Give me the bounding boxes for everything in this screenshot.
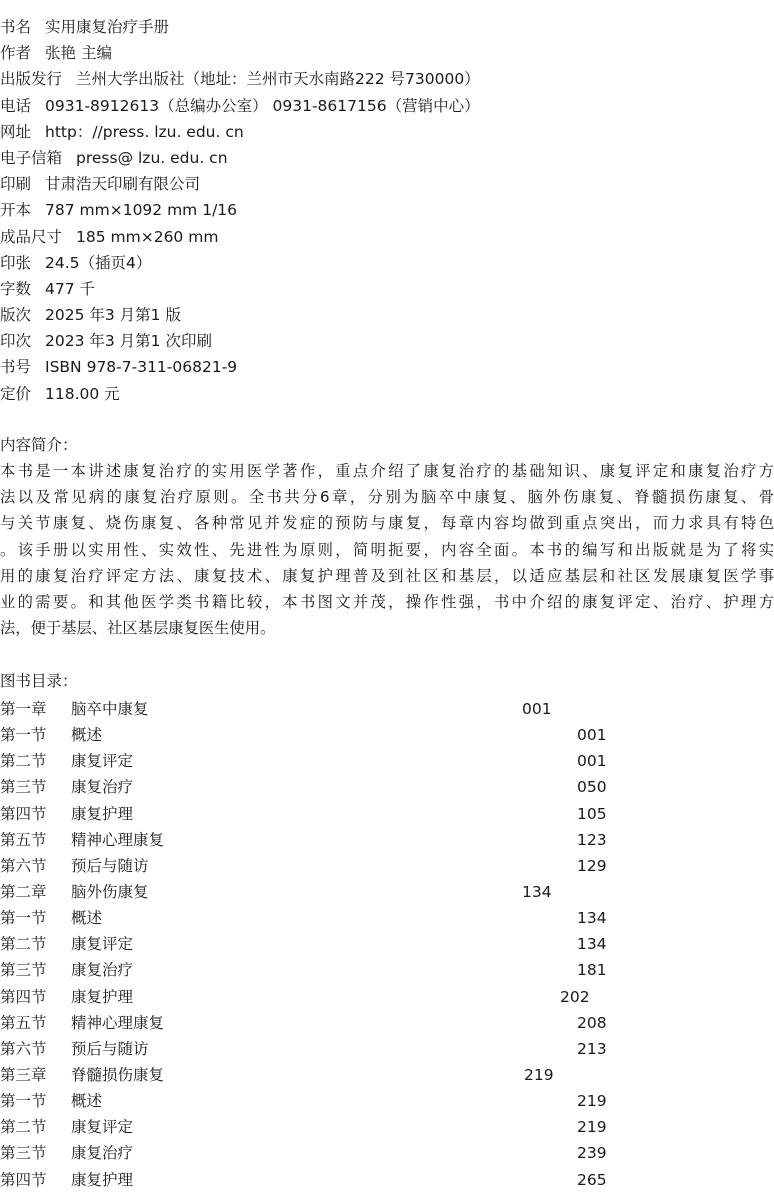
meta-label: 版次 — [0, 306, 32, 325]
toc-leader-dots — [135, 957, 575, 983]
meta-value: 兰州大学出版社（地址：兰州市天水南路222 号730000） — [76, 70, 480, 89]
toc-leader-dots — [104, 722, 575, 748]
toc-entry-page: 050 — [577, 778, 607, 797]
intro-line: 法以及常见病的康复治疗原则。全书共分6章，分别为脑卒中康复、脑外伤康复、脊髓损伤康复、骨 — [0, 488, 774, 507]
toc-entry-title: 康复护理 — [71, 804, 134, 823]
toc-entry-number: 第五节 — [0, 830, 47, 849]
meta-value: 2023 年3 月第1 次印刷 — [45, 332, 212, 351]
meta-value: press@ lzu. edu. cn — [76, 148, 228, 167]
toc-entry-title: 康复护理 — [71, 987, 134, 1006]
meta-label: 开本 — [0, 201, 32, 220]
meta-row — [0, 14, 480, 40]
toc-entry-number: 第四节 — [0, 1170, 47, 1189]
meta-row — [0, 276, 480, 302]
meta-label: 字数 — [0, 279, 32, 298]
meta-row — [0, 93, 480, 119]
toc-leader-dots — [135, 984, 558, 1010]
meta-value: 477 千 — [45, 279, 96, 298]
toc-entry-number: 第二节 — [0, 752, 47, 771]
meta-label: 电话 — [0, 96, 32, 115]
toc-entry-page: 219 — [577, 1118, 607, 1137]
toc-entry-page: 134 — [522, 882, 552, 901]
toc-entry-number: 第四节 — [0, 804, 47, 823]
meta-value: 2025 年3 月第1 版 — [45, 306, 181, 325]
toc-entry-title: 概述 — [71, 726, 103, 745]
meta-value: 甘肃浩天印刷有限公司 — [45, 175, 201, 194]
meta-value: 185 mm×260 mm — [76, 227, 219, 246]
toc-leader-dots — [151, 1036, 575, 1062]
toc-entry-title: 康复护理 — [71, 1170, 134, 1189]
toc-entry-number: 第一章 — [0, 700, 47, 718]
meta-label: 出版发行 — [0, 70, 63, 89]
toc-entry-page: 213 — [577, 1039, 607, 1058]
toc-entry-title: 概述 — [71, 1092, 103, 1111]
toc-entry-title: 康复评定 — [71, 752, 134, 771]
toc-entry-page: 219 — [524, 1065, 554, 1084]
toc-entry-page: 001 — [577, 752, 607, 771]
toc-entry-title: 康复评定 — [71, 935, 134, 954]
toc-entry-page: 202 — [560, 987, 590, 1006]
toc-entry-page: 105 — [577, 804, 607, 823]
meta-row — [0, 250, 480, 276]
toc-leader-dots — [135, 1140, 575, 1166]
meta-value: ISBN 978-7-311-06821-9 — [45, 358, 238, 377]
toc-entry-title: 脑卒中康复 — [71, 700, 149, 718]
toc-entry-title: 预后与随访 — [71, 1039, 149, 1058]
toc-leader-dots — [104, 1088, 575, 1114]
toc-leader-dots — [151, 879, 520, 905]
intro-text — [0, 458, 774, 641]
meta-value: http：//press. lzu. edu. cn — [45, 122, 244, 141]
toc-entry-number: 第一节 — [0, 909, 47, 928]
meta-label: 印次 — [0, 332, 32, 351]
toc-entry-number: 第一节 — [0, 726, 47, 745]
meta-label: 书名 — [0, 18, 32, 36]
meta-row — [0, 66, 480, 92]
toc-entry-number: 第二章 — [0, 882, 47, 901]
meta-label: 成品尺寸 — [0, 227, 63, 246]
toc-entry-number: 第二节 — [0, 1118, 47, 1137]
toc-leader-dots — [135, 1167, 575, 1193]
intro-heading: 内容简介： — [0, 436, 78, 454]
toc-entry-page: 001 — [522, 700, 552, 718]
intro-line: 业的需要。和其他医学类书籍比较，本书图文并茂，操作性强，书中介绍的康复评定、治疗、护理方 — [0, 592, 774, 611]
meta-value: 787 mm×1092 mm 1/16 — [45, 201, 238, 220]
meta-label: 电子信箱 — [0, 148, 63, 167]
toc-entry-title: 康复治疗 — [71, 778, 134, 797]
meta-label: 书号 — [0, 358, 32, 377]
meta-row — [0, 145, 480, 171]
intro-line: 本书是一本讲述康复治疗的实用医学著作，重点介绍了康复治疗的基础知识、康复评定和康复治疗方 — [0, 462, 774, 480]
toc-entry-page: 129 — [577, 856, 607, 875]
toc-entry-page: 219 — [577, 1092, 607, 1111]
toc-heading: 图书目录： — [0, 672, 78, 690]
toc-entry-page: 265 — [577, 1170, 607, 1189]
meta-row — [0, 328, 480, 354]
toc-entry-number: 第三节 — [0, 961, 47, 980]
meta-label: 网址 — [0, 122, 32, 141]
toc-entry-number: 第三节 — [0, 1144, 47, 1163]
toc-entry-number: 第二节 — [0, 935, 47, 954]
toc-entry-title: 预后与随访 — [71, 856, 149, 875]
toc-leader-dots — [135, 1114, 575, 1140]
toc-leader-dots — [166, 1010, 575, 1036]
toc-entry-title: 康复治疗 — [71, 961, 134, 980]
meta-value: 实用康复治疗手册 — [45, 18, 170, 36]
toc-leader-dots — [151, 696, 520, 722]
toc-entry-page: 001 — [577, 726, 607, 745]
toc-entry-page: 239 — [577, 1144, 607, 1163]
meta-row — [0, 119, 480, 145]
toc-entry-title: 概述 — [71, 909, 103, 928]
meta-row — [0, 171, 480, 197]
toc-entry-page: 123 — [577, 830, 607, 849]
intro-line: 法，便于基层、社区基层康复医生使用。 — [0, 619, 276, 638]
toc-entry-number: 第一节 — [0, 1092, 47, 1111]
toc-leader-dots — [135, 801, 575, 827]
book-metadata — [0, 14, 480, 407]
meta-value: 24.5（插页4） — [45, 253, 152, 272]
meta-label: 定价 — [0, 384, 32, 403]
toc-entry-title: 康复评定 — [71, 1118, 134, 1137]
intro-line: 。该手册以实用性、实效性、先进性为原则，简明扼要，内容全面。本书的编写和出版就是为了将实 — [0, 540, 774, 559]
toc-entry-title: 精神心理康复 — [71, 1013, 165, 1032]
toc-entry-number: 第六节 — [0, 856, 47, 875]
meta-value: 118.00 元 — [45, 384, 120, 403]
toc-entry-page: 181 — [577, 961, 607, 980]
intro-line: 与关节康复、烧伤康复、各种常见并发症的预防与康复，每章内容均做到重点突出，而力求具有特色 — [0, 514, 774, 533]
meta-row — [0, 302, 480, 328]
toc-entry-page: 134 — [577, 935, 607, 954]
intro-line: 用的康复治疗评定方法、康复技术、康复护理普及到社区和基层，以适应基层和社区发展康复医学事 — [0, 566, 774, 585]
toc-leader-dots — [166, 1062, 522, 1088]
meta-label: 作者 — [0, 44, 32, 63]
toc-leader-dots — [135, 931, 575, 957]
toc-leader-dots — [151, 853, 575, 879]
meta-row — [0, 197, 480, 223]
toc-entry-title: 脊髓损伤康复 — [71, 1065, 165, 1084]
meta-row — [0, 224, 480, 250]
toc-entry-title: 脑外伤康复 — [71, 882, 149, 901]
meta-value: 0931-8912613（总编办公室） 0931-8617156（营销中心） — [45, 96, 480, 115]
toc-entry-number: 第四节 — [0, 987, 47, 1006]
toc-entry-page: 208 — [577, 1013, 607, 1032]
toc-entry-page: 134 — [577, 909, 607, 928]
toc-entry-title: 精神心理康复 — [71, 830, 165, 849]
meta-row — [0, 40, 480, 66]
meta-label: 印刷 — [0, 175, 32, 194]
toc-leader-dots — [166, 827, 575, 853]
toc-leader-dots — [135, 774, 575, 800]
meta-row — [0, 354, 480, 380]
meta-value: 张艳 主编 — [45, 44, 112, 63]
meta-label: 印张 — [0, 253, 32, 272]
toc-entry-number: 第三章 — [0, 1065, 47, 1084]
meta-row — [0, 381, 480, 407]
toc-leader-dots — [135, 748, 575, 774]
toc-entry-number: 第六节 — [0, 1039, 47, 1058]
toc-leader-dots — [104, 905, 575, 931]
toc-entry-title: 康复治疗 — [71, 1144, 134, 1163]
toc-entry-number: 第五节 — [0, 1013, 47, 1032]
toc-entry-number: 第三节 — [0, 778, 47, 797]
